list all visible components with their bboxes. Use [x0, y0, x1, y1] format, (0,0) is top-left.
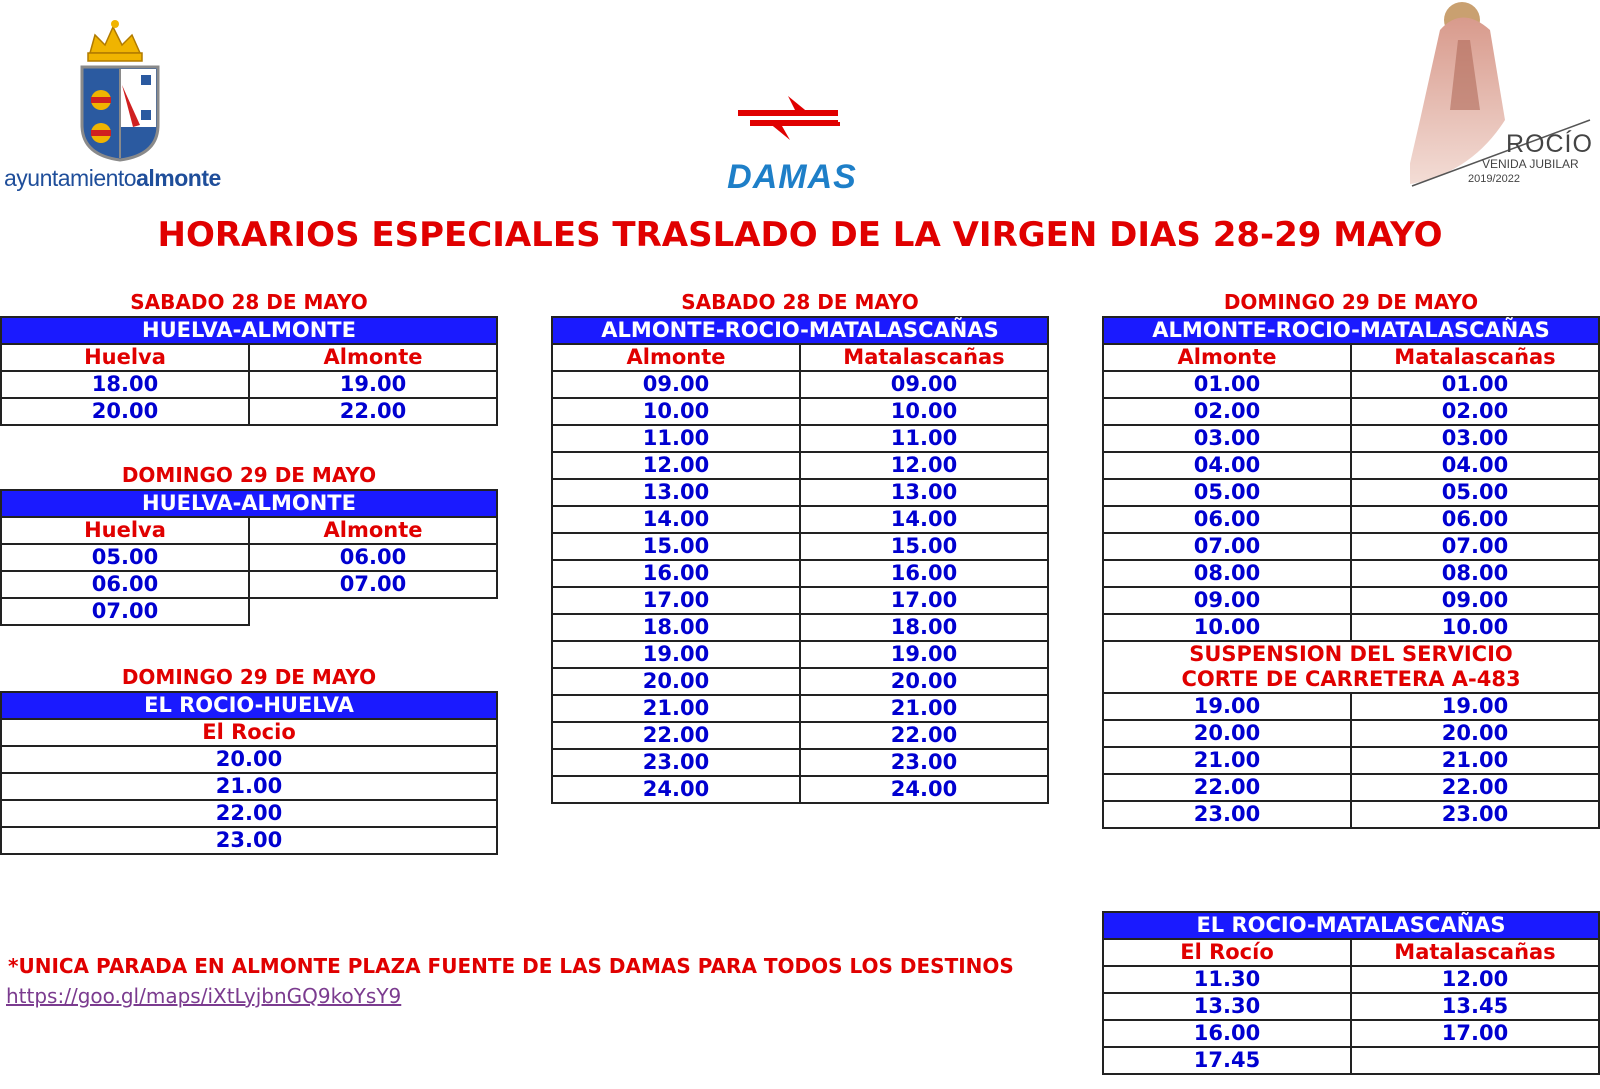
time-cell: 19.00 — [1351, 693, 1599, 720]
table-row — [1103, 425, 1599, 452]
stop-note: *UNICA PARADA EN ALMONTE PLAZA FUENTE DE LAS DAMAS PARA TODOS LOS DESTINOS — [8, 954, 1014, 978]
time-cell: 07.00 — [1, 598, 249, 625]
table-row — [552, 425, 1048, 452]
notice-row — [1103, 641, 1599, 667]
time-cell: 18.00 — [800, 614, 1048, 641]
time-cell: 16.00 — [552, 560, 800, 587]
column-header: Huelva — [1, 344, 249, 371]
time-cell: 02.00 — [1103, 398, 1351, 425]
time-cell: 17.00 — [800, 587, 1048, 614]
schedule-almonte-matalascanas-sun — [1102, 316, 1600, 829]
time-cell: 13.00 — [552, 479, 800, 506]
column-header: Matalascañas — [1351, 344, 1599, 371]
route-header: HUELVA-ALMONTE — [1, 490, 497, 517]
time-cell: 20.00 — [800, 668, 1048, 695]
time-cell: 18.00 — [552, 614, 800, 641]
time-cell: 06.00 — [1103, 506, 1351, 533]
time-cell: 01.00 — [1351, 371, 1599, 398]
time-cell — [1351, 1047, 1599, 1074]
table-row — [1103, 452, 1599, 479]
table-row — [552, 533, 1048, 560]
table-row — [1, 827, 497, 854]
ayuntamiento-logo-text: ayuntamientoalmonte — [4, 165, 221, 191]
time-cell: 22.00 — [800, 722, 1048, 749]
time-cell: 12.00 — [552, 452, 800, 479]
schedule-huelva-almonte-sat — [0, 316, 498, 426]
table-row — [1, 398, 497, 425]
time-cell: 15.00 — [552, 533, 800, 560]
table-row — [1103, 1020, 1599, 1047]
time-cell: 14.00 — [552, 506, 800, 533]
page-title: HORARIOS ESPECIALES TRASLADO DE LA VIRGEN DIAS 28-29 MAYO — [157, 215, 1443, 255]
time-cell: 09.00 — [1103, 587, 1351, 614]
service-notice: SUSPENSION DEL SERVICIO — [1103, 641, 1599, 667]
time-cell: 21.00 — [1103, 747, 1351, 774]
time-cell: 22.00 — [1351, 774, 1599, 801]
time-cell: 21.00 — [1351, 747, 1599, 774]
table-row — [1, 571, 497, 598]
time-cell: 19.00 — [249, 371, 497, 398]
time-cell: 16.00 — [1103, 1020, 1351, 1047]
table-row — [552, 614, 1048, 641]
time-cell: 11.30 — [1103, 966, 1351, 993]
damas-logo — [700, 90, 890, 200]
time-cell: 05.00 — [1351, 479, 1599, 506]
time-cell: 20.00 — [1, 398, 249, 425]
time-cell: 18.00 — [1, 371, 249, 398]
time-cell: 17.00 — [552, 587, 800, 614]
time-cell: 11.00 — [552, 425, 800, 452]
table-row — [1, 544, 497, 571]
time-cell: 10.00 — [1103, 614, 1351, 641]
column-header: Matalascañas — [800, 344, 1048, 371]
table-row — [1103, 614, 1599, 641]
table-row — [1103, 966, 1599, 993]
notice-row — [1103, 667, 1599, 693]
table-row — [552, 506, 1048, 533]
time-cell: 13.45 — [1351, 993, 1599, 1020]
table-row — [1103, 398, 1599, 425]
column-header: Almonte — [249, 344, 497, 371]
damas-arrows-icon — [700, 90, 890, 160]
time-cell: 05.00 — [1, 544, 249, 571]
time-cell: 16.00 — [800, 560, 1048, 587]
damas-logo-text: DAMAS — [727, 158, 857, 196]
time-cell: 21.00 — [552, 695, 800, 722]
time-cell: 01.00 — [1103, 371, 1351, 398]
day-label-t4: SABADO 28 DE MAYO — [681, 290, 919, 314]
table-row — [1, 773, 497, 800]
table-row — [552, 479, 1048, 506]
coat-of-arms-icon — [0, 15, 240, 165]
schedule-almonte-matalascanas-sat — [551, 316, 1049, 804]
table-row — [1103, 1047, 1599, 1074]
day-label-t3: DOMINGO 29 DE MAYO — [121, 665, 377, 689]
column-header: Almonte — [249, 517, 497, 544]
time-cell: 04.00 — [1351, 452, 1599, 479]
day-label-t5: DOMINGO 29 DE MAYO — [1223, 290, 1479, 314]
time-cell: 02.00 — [1351, 398, 1599, 425]
table-row — [1, 371, 497, 398]
time-cell: 06.00 — [1351, 506, 1599, 533]
time-cell: 08.00 — [1351, 560, 1599, 587]
time-cell: 07.00 — [1351, 533, 1599, 560]
time-cell: 09.00 — [800, 371, 1048, 398]
time-cell: 11.00 — [800, 425, 1048, 452]
table-row — [552, 560, 1048, 587]
time-cell: 24.00 — [552, 776, 800, 803]
ayuntamiento-almonte-logo — [0, 15, 240, 200]
time-cell: 07.00 — [249, 571, 497, 598]
time-cell: 12.00 — [800, 452, 1048, 479]
time-cell: 19.00 — [552, 641, 800, 668]
column-header: Huelva — [1, 517, 249, 544]
table-row — [1103, 479, 1599, 506]
time-cell: 08.00 — [1103, 560, 1351, 587]
table-row — [1103, 560, 1599, 587]
map-link[interactable]: https://goo.gl/maps/iXtLyjbnGQ9koYsY9 — [6, 984, 402, 1008]
time-cell: 22.00 — [1103, 774, 1351, 801]
time-cell: 03.00 — [1103, 425, 1351, 452]
time-cell: 06.00 — [249, 544, 497, 571]
time-cell: 09.00 — [1351, 587, 1599, 614]
time-cell: 17.00 — [1351, 1020, 1599, 1047]
time-cell: 23.00 — [1351, 801, 1599, 828]
time-cell: 10.00 — [1351, 614, 1599, 641]
time-cell: 12.00 — [1351, 966, 1599, 993]
time-cell: 06.00 — [1, 571, 249, 598]
time-cell: 23.00 — [1, 827, 497, 854]
time-cell: 20.00 — [552, 668, 800, 695]
table-row — [1103, 993, 1599, 1020]
time-cell: 07.00 — [1103, 533, 1351, 560]
time-cell: 21.00 — [1, 773, 497, 800]
time-cell: 09.00 — [552, 371, 800, 398]
route-header: EL ROCIO-MATALASCAÑAS — [1103, 912, 1599, 939]
empty-cell — [249, 598, 497, 625]
table-row — [1103, 747, 1599, 774]
table-row — [1103, 693, 1599, 720]
time-cell: 05.00 — [1103, 479, 1351, 506]
time-cell: 20.00 — [1, 746, 497, 773]
time-cell: 13.30 — [1103, 993, 1351, 1020]
time-cell: 14.00 — [800, 506, 1048, 533]
time-cell: 22.00 — [249, 398, 497, 425]
time-cell: 03.00 — [1351, 425, 1599, 452]
time-cell: 19.00 — [1103, 693, 1351, 720]
time-cell: 23.00 — [1103, 801, 1351, 828]
table-row — [1103, 774, 1599, 801]
table-row — [552, 668, 1048, 695]
jubilee-years: 2019/2022 — [1468, 173, 1520, 185]
table-row — [1103, 801, 1599, 828]
route-header: HUELVA-ALMONTE — [1, 317, 497, 344]
column-header: Almonte — [1103, 344, 1351, 371]
table-row — [552, 749, 1048, 776]
column-header: Almonte — [552, 344, 800, 371]
table-row — [1, 746, 497, 773]
route-header: ALMONTE-ROCIO-MATALASCAÑAS — [1103, 317, 1599, 344]
day-label-t1: SABADO 28 DE MAYO — [130, 290, 368, 314]
table-row — [1103, 587, 1599, 614]
table-row — [1, 800, 497, 827]
venida-jubilar-text: VENIDA JUBILAR — [1482, 157, 1579, 171]
day-label-t2: DOMINGO 29 DE MAYO — [121, 463, 377, 487]
table-row — [552, 587, 1048, 614]
table-row — [1103, 506, 1599, 533]
table-row — [1103, 720, 1599, 747]
time-cell: 22.00 — [552, 722, 800, 749]
time-cell: 24.00 — [800, 776, 1048, 803]
column-header: El Rocio — [1, 719, 497, 746]
table-row — [1103, 533, 1599, 560]
time-cell: 23.00 — [552, 749, 800, 776]
route-header: EL ROCIO-HUELVA — [1, 692, 497, 719]
schedule-rocio-matalascanas — [1102, 911, 1600, 1075]
table-row — [1, 598, 497, 625]
route-header: ALMONTE-ROCIO-MATALASCAÑAS — [552, 317, 1048, 344]
table-row — [552, 371, 1048, 398]
time-cell: 13.00 — [800, 479, 1048, 506]
table-row — [1103, 371, 1599, 398]
table-row — [552, 722, 1048, 749]
time-cell: 17.45 — [1103, 1047, 1351, 1074]
column-header: Matalascañas — [1351, 939, 1599, 966]
table-row — [552, 695, 1048, 722]
column-header: El Rocío — [1103, 939, 1351, 966]
rocio-title: ROCÍO — [1506, 130, 1593, 158]
time-cell: 10.00 — [800, 398, 1048, 425]
time-cell: 20.00 — [1103, 720, 1351, 747]
table-row — [552, 452, 1048, 479]
time-cell: 20.00 — [1351, 720, 1599, 747]
schedule-rocio-huelva — [0, 691, 498, 855]
service-notice: CORTE DE CARRETERA A-483 — [1103, 667, 1599, 693]
time-cell: 10.00 — [552, 398, 800, 425]
time-cell: 23.00 — [800, 749, 1048, 776]
time-cell: 21.00 — [800, 695, 1048, 722]
table-row — [552, 776, 1048, 803]
table-row — [552, 398, 1048, 425]
time-cell: 19.00 — [800, 641, 1048, 668]
time-cell: 04.00 — [1103, 452, 1351, 479]
time-cell: 15.00 — [800, 533, 1048, 560]
schedule-huelva-almonte-sun — [0, 489, 498, 626]
rocio-venida-jubilar-logo — [1410, 0, 1600, 195]
table-row — [552, 641, 1048, 668]
time-cell: 22.00 — [1, 800, 497, 827]
